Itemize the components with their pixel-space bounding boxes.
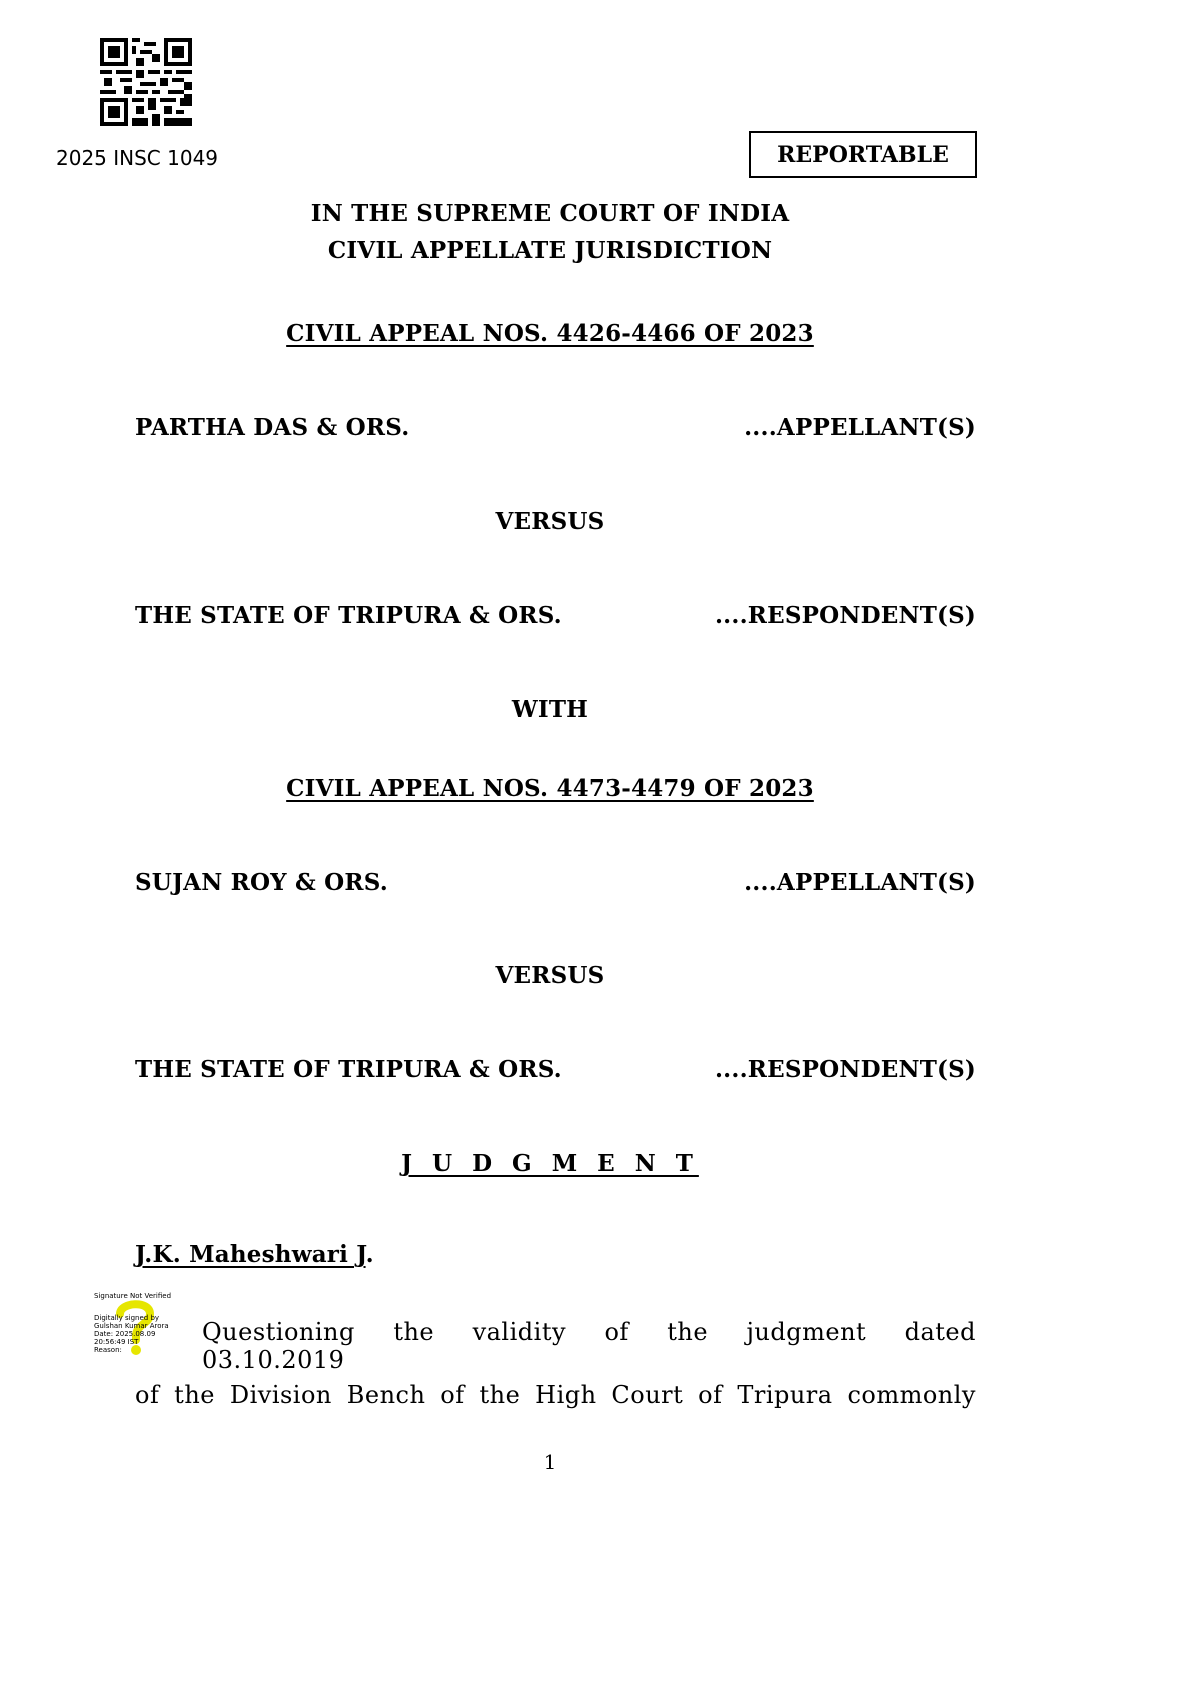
judge-line	[135, 1241, 374, 1268]
jurisdiction: CIVIL APPELLATE JURISDICTION	[327, 237, 773, 264]
respondent-role: ....RESPONDENT(S)	[714, 1056, 976, 1083]
versus-label: VERSUS	[495, 962, 605, 989]
signature-date: Date: 2025.08.09	[94, 1330, 156, 1338]
paragraph-line: of the Division Bench of the High Court of Tripura commonly	[135, 1381, 976, 1409]
paragraph-line: Questioning the validity of the judgment dated 03.10.2019	[202, 1318, 976, 1374]
appellant-name: SUJAN ROY & ORS.	[135, 869, 388, 896]
case-number: CIVIL APPEAL NOS. 4473-4479 OF 2023	[286, 775, 814, 802]
judge-name-suffix: .	[365, 1241, 374, 1268]
appellant-name: PARTHA DAS & ORS.	[135, 414, 410, 441]
versus-label: VERSUS	[495, 508, 605, 535]
respondent-name: THE STATE OF TRIPURA & ORS.	[135, 1056, 562, 1083]
signature-reason: Reason:	[94, 1346, 122, 1354]
case-number: CIVIL APPEAL NOS. 4426-4466 OF 2023	[286, 320, 814, 347]
qr-code-icon	[100, 38, 192, 126]
signature-signed-by: Digitally signed by	[94, 1314, 160, 1322]
signature-signer: Gulshan Kumar Arora	[94, 1322, 169, 1330]
respondent-role: ....RESPONDENT(S)	[714, 602, 976, 629]
digital-signature-stamp	[94, 1292, 190, 1362]
appellant-role: ....APPELLANT(S)	[744, 869, 976, 896]
with-label: WITH	[511, 696, 589, 723]
neutral-citation: 2025 INSC 1049	[56, 146, 219, 170]
reportable-label: REPORTABLE	[749, 131, 977, 178]
signature-status: Signature Not Verified	[94, 1292, 172, 1300]
appellant-role: ....APPELLANT(S)	[744, 414, 976, 441]
page-number: 1	[543, 1450, 557, 1474]
judgment-heading: J U D G M E N T	[401, 1150, 699, 1177]
judge-name: J.K. Maheshwari J	[135, 1241, 366, 1268]
respondent-name: THE STATE OF TRIPURA & ORS.	[135, 602, 562, 629]
court-name: IN THE SUPREME COURT OF INDIA	[310, 200, 790, 227]
signature-time: 20:56:49 IST	[94, 1338, 139, 1346]
